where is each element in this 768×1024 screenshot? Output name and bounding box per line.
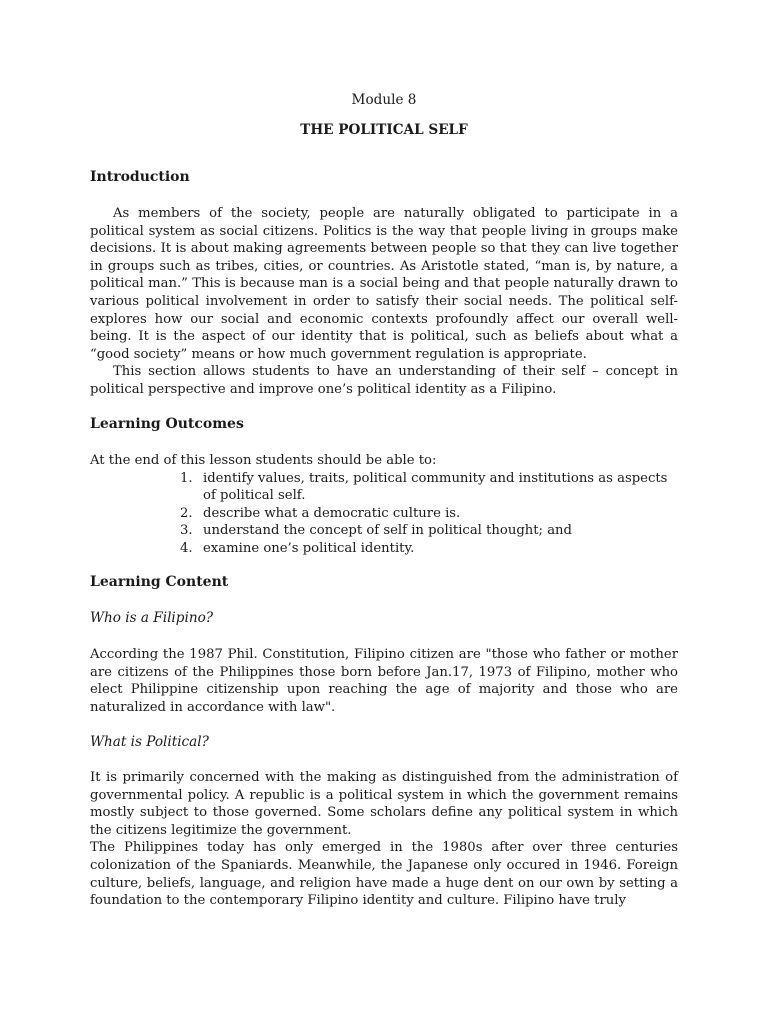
learning-content-heading-block — [90, 574, 678, 592]
list-item-number: 2. — [180, 505, 193, 521]
answer-who-is-filipino: According the 1987 Phil. Constitution, Filipino citizen are "those who father or mother are citizens of the Philippines those born before Jan.17, 1973 of Filipino, mother who elect Philippine citizenship upon reaching the age of majority and those who are naturalized in accordance with law". — [90, 647, 678, 715]
list-item-number: 3. — [180, 523, 193, 539]
learning-outcomes-heading: Learning Outcomes — [90, 416, 244, 432]
learning-outcomes-list — [90, 470, 678, 558]
question-political-block — [90, 734, 678, 752]
question-who-block — [90, 610, 678, 628]
introduction-paragraph-1: As members of the society, people are naturally obligated to participate in a political system as social citizens. Politics is the way that people living in groups make decisions. It is about making agreements between people so that they can live together in groups such as tribes, cities, or countries. As Aristotle stated, “man is, by nature, a political man.” This is because man is a social being and that people naturally drawn to various political involvement in order to satisfy their social needs. The political self-explores how our social and economic contexts profoundly affect our overall well-being. It is the aspect of our identity that is political, such as beliefs about what a “good society” means or how much government regulation is appropriate. — [90, 206, 678, 362]
learning-content-heading: Learning Content — [90, 574, 229, 590]
introduction-paragraph-2: This section allows students to have an understanding of their self – concept in political perspective and improve one’s political identity as a Filipino. — [90, 364, 678, 397]
list-item-number: 4. — [180, 540, 193, 556]
introduction-heading-block — [90, 169, 678, 187]
learning-outcomes-body — [90, 452, 678, 558]
list-item — [90, 540, 678, 558]
list-item — [90, 470, 678, 505]
paragraph-philippines-history: The Philippines today has only emerged in the 1980s after over three centuries colonization of the Spaniards. Meanwhile, the Japanese only occured in 1946. Foreign culture, beliefs, language, and religion have made a huge dent on our own by setting a foundation to the contemporary Filipino identity and culture. Filipino have truly — [90, 840, 678, 909]
list-item — [90, 522, 678, 540]
list-item — [90, 505, 678, 523]
question-who-is-filipino: Who is a Filipino? — [90, 610, 214, 626]
list-item-text: understand the concept of self in political thought; and — [203, 523, 572, 539]
list-item-text: identify values, traits, political community and institutions as aspects of political self. — [203, 470, 668, 504]
learning-outcomes-lead: At the end of this lesson students should be able to: — [90, 453, 437, 468]
introduction-heading: Introduction — [90, 169, 190, 185]
learning-outcomes-heading-block — [90, 416, 678, 434]
module-label: Module 8 — [351, 92, 417, 108]
answer-what-is-political: It is primarily concerned with the making as distinguished from the administration of governmental policy. A republic is a political system in which the government remains mostly subject to those governed. Some scholars define any political system in which the citizens legitimize the government. — [90, 770, 678, 838]
answer-political-block — [90, 769, 678, 910]
question-what-is-political: What is Political? — [90, 734, 209, 750]
list-item-text: describe what a democratic culture is. — [203, 505, 461, 521]
list-item-text: examine one’s political identity. — [203, 540, 415, 556]
introduction-body — [90, 205, 678, 399]
page-title: THE POLITICAL SELF — [300, 122, 468, 138]
list-item-number: 1. — [180, 470, 193, 486]
answer-who-block — [90, 646, 678, 716]
